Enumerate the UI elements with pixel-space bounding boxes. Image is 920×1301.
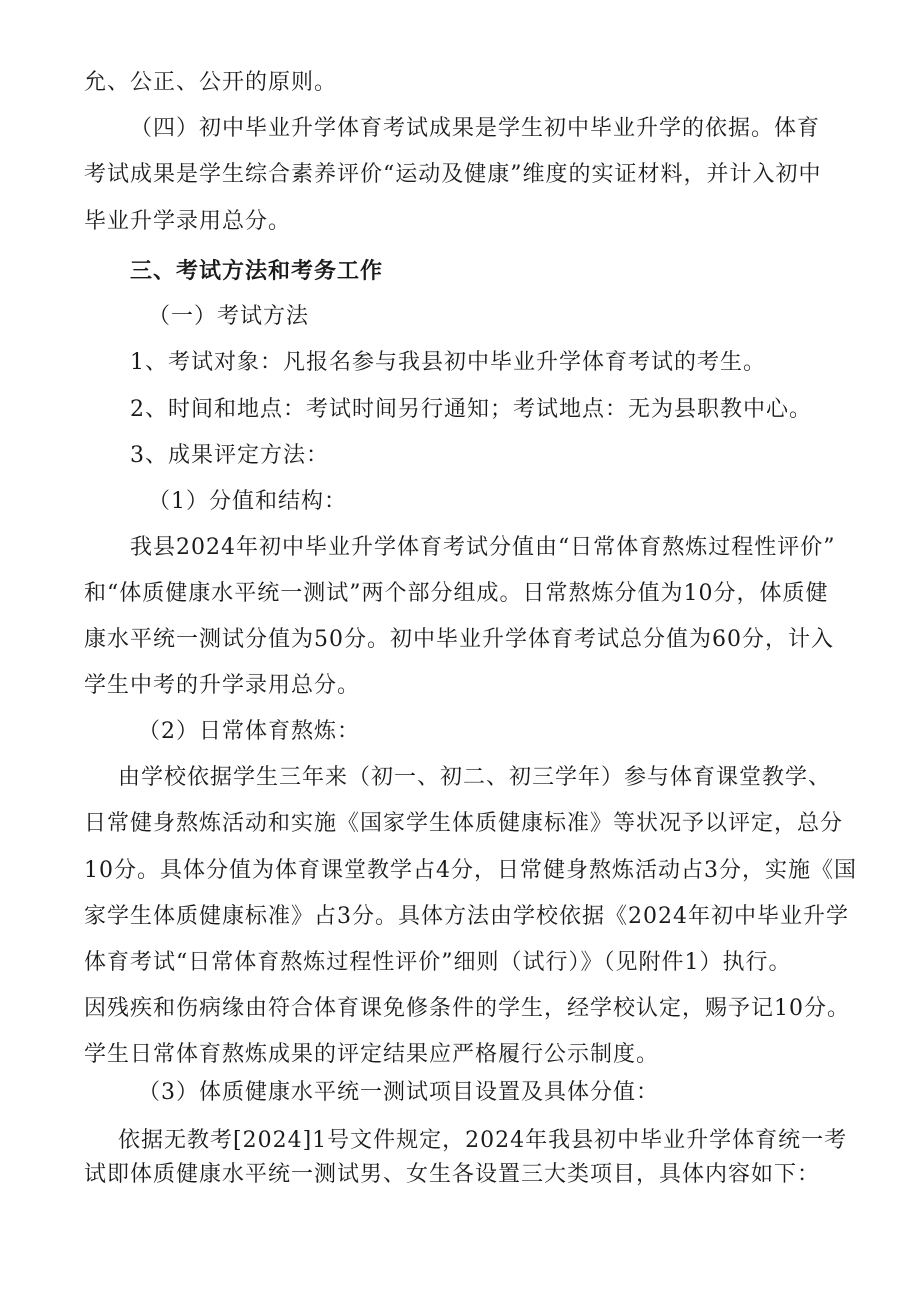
paragraph-line: 允、公正、公开的原则。 — [84, 70, 338, 95]
paragraph-line: 家学生体质健康标准》占3分。具体方法由学校依据《2024年初中毕业升学 — [84, 904, 849, 929]
paragraph-line: 依据无教考[2024]1号文件规定，2024年我县初中毕业升学体育统一考 — [118, 1128, 848, 1153]
paragraph-line: 由学校依据学生三年来（初一、初二、初三学年）参与体育课堂教学、 — [118, 765, 832, 790]
paragraph-line: 康水平统一测试分值为50分。初中毕业升学体育考试总分值为60分，计入 — [84, 627, 834, 652]
paragraph-line: 日常健身熬炼活动和实施《国家学生体质健康标准》等状况予以评定，总分 — [84, 811, 844, 836]
section-heading: 三、考试方法和考务工作 — [130, 258, 384, 284]
paragraph-line: 和“体质健康水平统一测试”两个部分组成。日常熬炼分值为10分，体质健 — [84, 581, 829, 606]
paragraph-line: （3）体质健康水平统一测试项目设置及具体分值： — [138, 1080, 659, 1105]
paragraph-line: 1、考试对象：凡报名参与我县初中毕业升学体育考试的考生。 — [130, 350, 766, 375]
subsection-heading: （一）考试方法 — [148, 304, 310, 329]
paragraph-line: 学生中考的升学录用总分。 — [84, 673, 361, 698]
paragraph-line: 2、时间和地点：考试时间另行通知；考试地点：无为县职教中心。 — [130, 397, 812, 422]
paragraph-line: 10分。具体分值为体育课堂教学占4分，日常健身熬炼活动占3分，实施《国 — [84, 858, 857, 883]
paragraph-line: 毕业升学录用总分。 — [84, 209, 292, 234]
paragraph-line: 学生日常体育熬炼成果的评定结果应严格履行公示制度。 — [84, 1042, 660, 1067]
paragraph-line: 3、成果评定方法： — [130, 443, 329, 468]
paragraph-line: 因残疾和伤病缘由符合体育课免修条件的学生，经学校认定，赐予记10分。 — [84, 996, 850, 1021]
paragraph-line: 我县2024年初中毕业升学体育考试分值由“日常体育熬炼过程性评价” — [130, 535, 836, 560]
paragraph-line: （2）日常体育熬炼： — [138, 719, 360, 744]
paragraph-line: 考试成果是学生综合素养评价“运动及健康”维度的实证材料，并计入初中 — [84, 162, 822, 187]
paragraph-line: （四）初中毕业升学体育考试成果是学生初中毕业升学的依据。体育 — [130, 116, 821, 141]
paragraph-line: （1）分值和结构： — [148, 489, 347, 514]
paragraph-line: 试即体质健康水平统一测试男、女生各设置三大类项目，具体内容如下： — [84, 1162, 821, 1187]
paragraph-line: 体育考试“日常体育熬炼过程性评价”细则（试行）》（见附件1）执行。 — [84, 950, 792, 975]
